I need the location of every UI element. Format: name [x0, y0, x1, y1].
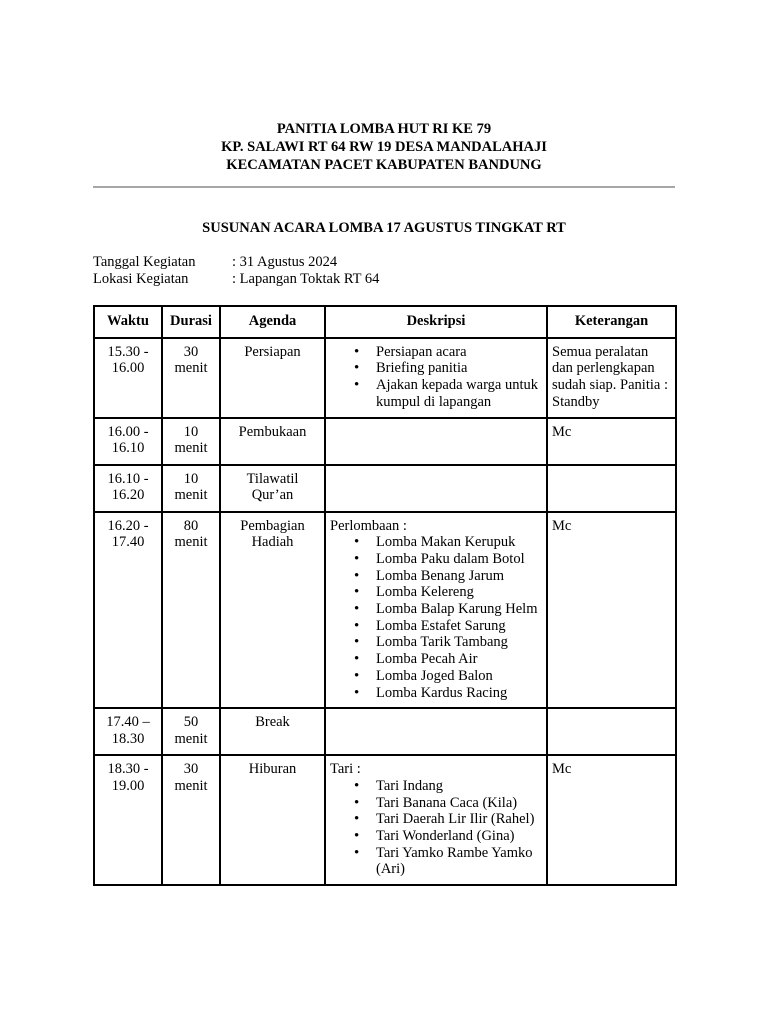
- duration-cell-line: menit: [174, 360, 208, 377]
- document-title: SUSUNAN ACARA LOMBA 17 AGUSTUS TINGKAT RT: [202, 220, 566, 236]
- time-cell-line: 17.40 –: [106, 714, 150, 731]
- location-value: : Lapangan Toktak RT 64: [232, 271, 380, 287]
- description-cell: [325, 755, 547, 885]
- agenda-cell-line: Hadiah: [251, 534, 294, 551]
- agenda-cell-line: Hiburan: [248, 761, 297, 778]
- duration-cell: [162, 465, 220, 512]
- time-cell-line: 18.30 -: [107, 761, 149, 778]
- duration-cell: [162, 755, 220, 885]
- header-waktu: Waktu: [94, 306, 162, 338]
- table-row: [94, 418, 676, 465]
- duration-cell-line: 80: [183, 517, 199, 534]
- time-cell: [94, 755, 162, 885]
- header-line-2: KP. SALAWI RT 64 RW 19 DESA MANDALAHAJI: [221, 139, 547, 155]
- agenda-cell: [220, 338, 325, 418]
- schedule-table: [93, 305, 677, 886]
- duration-cell: [162, 512, 220, 709]
- agenda-cell: [220, 418, 325, 465]
- table-row: [94, 755, 676, 885]
- list-item: • Ajakan kepada warga untuk kumpul di lapangan: [376, 377, 542, 410]
- header-deskripsi: Deskripsi: [325, 306, 547, 338]
- time-cell-line: 19.00: [111, 777, 145, 794]
- document-header: [0, 120, 768, 174]
- header-agenda: Agenda: [220, 306, 325, 338]
- list-item: • Briefing panitia: [376, 360, 542, 377]
- duration-cell: [162, 418, 220, 465]
- duration-cell-line: menit: [174, 730, 208, 747]
- note-cell: Semua peralatan dan perlengkapan sudah siap. Panitia : Standby: [547, 338, 676, 418]
- table-header-row: [94, 306, 676, 338]
- duration-cell-line: menit: [174, 534, 208, 551]
- list-item: • Lomba Makan Kerupuk: [376, 534, 542, 551]
- time-cell-line: 16.20 -: [107, 517, 149, 534]
- list-item: • Lomba Tarik Tambang: [376, 634, 542, 651]
- agenda-cell: [220, 512, 325, 709]
- list-item: • Lomba Balap Karung Helm: [376, 601, 542, 618]
- description-list: [330, 344, 542, 411]
- description-intro: Perlombaan :: [330, 517, 407, 534]
- list-item: • Tari Yamko Rambe Yamko (Ari): [376, 845, 542, 878]
- time-cell-line: 16.00: [111, 360, 145, 377]
- duration-cell: [162, 708, 220, 755]
- header-divider: [93, 186, 675, 188]
- agenda-cell-line: Persiapan: [244, 343, 301, 360]
- duration-cell-line: 10: [183, 470, 199, 487]
- duration-cell-line: 50: [183, 714, 199, 731]
- table-row: [94, 338, 676, 418]
- table-row: [94, 708, 676, 755]
- list-item: • Tari Daerah Lir Ilir (Rahel): [376, 811, 542, 828]
- description-cell: [325, 512, 547, 709]
- duration-cell-line: 10: [183, 423, 199, 440]
- location-label: Lokasi Kegiatan: [93, 271, 189, 287]
- note-cell: [547, 465, 676, 512]
- description-intro: Tari :: [330, 761, 361, 778]
- agenda-cell-line: Tilawatil: [246, 470, 299, 487]
- note-cell: [547, 708, 676, 755]
- list-item: • Lomba Paku dalam Botol: [376, 551, 542, 568]
- location-row: [93, 271, 379, 288]
- list-item: • Tari Banana Caca (Kila): [376, 795, 542, 812]
- list-item: • Lomba Estafet Sarung: [376, 618, 542, 635]
- description-cell: [325, 338, 547, 418]
- list-item: • Lomba Pecah Air: [376, 651, 542, 668]
- time-cell-line: 16.10 -: [107, 470, 149, 487]
- list-item: • Tari Wonderland (Gina): [376, 828, 542, 845]
- date-row: [93, 254, 379, 271]
- list-item: • Lomba Benang Jarum: [376, 568, 542, 585]
- description-cell: [325, 418, 547, 465]
- duration-cell-line: menit: [174, 440, 208, 457]
- agenda-cell: [220, 708, 325, 755]
- header-line-3: KECAMATAN PACET KABUPATEN BANDUNG: [226, 157, 542, 173]
- agenda-cell-line: Pembukaan: [238, 423, 307, 440]
- list-item: • Lomba Kardus Racing: [376, 685, 542, 702]
- agenda-cell: [220, 755, 325, 885]
- list-item: • Tari Indang: [376, 778, 542, 795]
- time-cell-line: 17.40: [111, 534, 145, 551]
- header-durasi: Durasi: [162, 306, 220, 338]
- table-row: [94, 512, 676, 709]
- time-cell-line: 18.30: [111, 730, 145, 747]
- duration-cell-line: menit: [174, 777, 208, 794]
- time-cell-line: 16.20: [111, 487, 145, 504]
- time-cell-line: 16.10: [111, 440, 145, 457]
- description-cell: [325, 465, 547, 512]
- duration-cell-line: menit: [174, 487, 208, 504]
- note-cell: Mc: [547, 418, 676, 465]
- duration-cell-line: 30: [183, 343, 199, 360]
- time-cell: [94, 512, 162, 709]
- duration-cell-line: 30: [183, 761, 199, 778]
- time-cell: [94, 708, 162, 755]
- duration-cell: [162, 338, 220, 418]
- agenda-cell-line: Break: [255, 714, 290, 731]
- table-row: [94, 465, 676, 512]
- event-info: [93, 254, 379, 288]
- list-item: • Persiapan acara: [376, 344, 542, 361]
- date-label: Tanggal Kegiatan: [93, 254, 196, 270]
- agenda-cell-line: Qur’an: [251, 487, 294, 504]
- agenda-cell: [220, 465, 325, 512]
- list-item: • Lomba Joged Balon: [376, 668, 542, 685]
- note-cell: Mc: [547, 755, 676, 885]
- header-line-1: PANITIA LOMBA HUT RI KE 79: [276, 121, 492, 137]
- time-cell: [94, 338, 162, 418]
- date-value: : 31 Agustus 2024: [232, 254, 338, 270]
- header-keterangan: Keterangan: [547, 306, 676, 338]
- list-item: • Lomba Kelereng: [376, 584, 542, 601]
- description-list: [330, 534, 542, 701]
- description-list: [330, 778, 542, 878]
- agenda-cell-line: Pembagian: [240, 517, 305, 534]
- note-cell: Mc: [547, 512, 676, 709]
- time-cell: [94, 465, 162, 512]
- time-cell-line: 15.30 -: [107, 343, 149, 360]
- time-cell: [94, 418, 162, 465]
- description-cell: [325, 708, 547, 755]
- time-cell-line: 16.00 -: [107, 423, 149, 440]
